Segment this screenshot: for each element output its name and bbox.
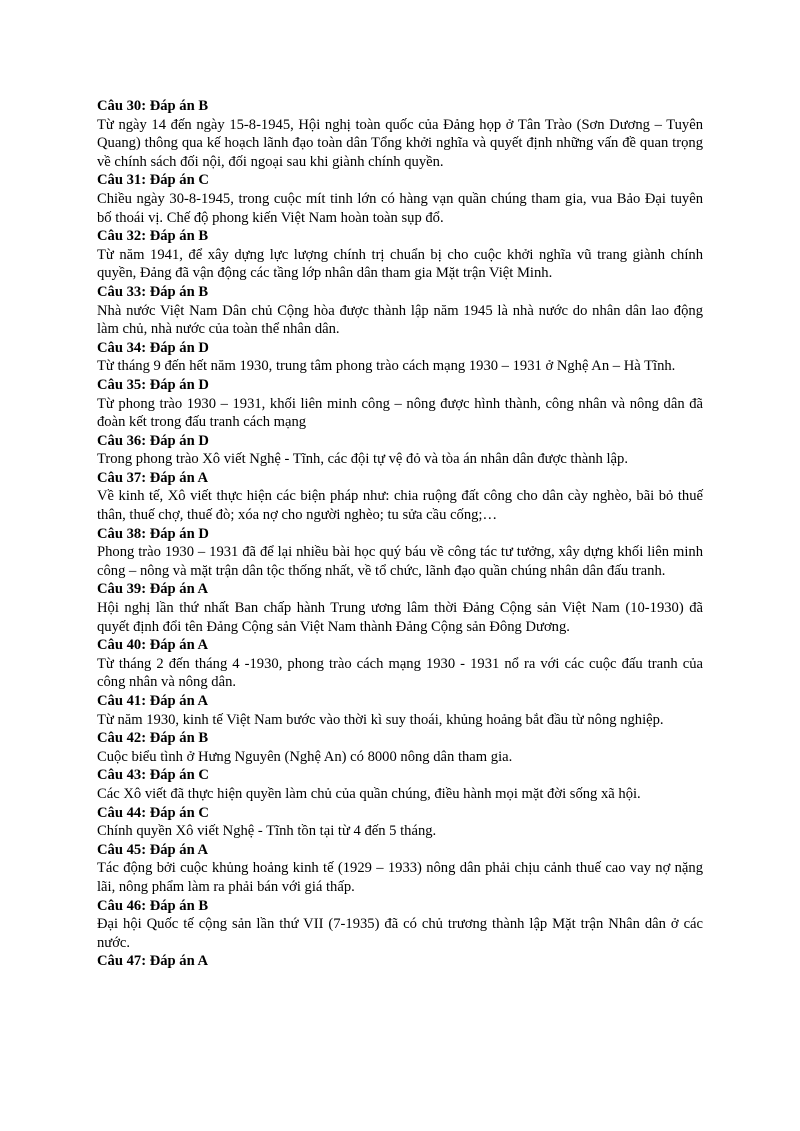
answer-entry-41 <box>97 692 703 729</box>
answer-heading: Câu 44: Đáp án C <box>97 804 209 821</box>
answer-explanation: Đại hội Quốc tế cộng sản lần thứ VII (7-1935) đã có chủ trương thành lập Mặt trận Nhân dân ở các nước. <box>97 916 703 951</box>
answer-explanation: Hội nghị lần thứ nhất Ban chấp hành Trung ương lâm thời Đảng Cộng sản Việt Nam (10-1930) đã quyết định đổi tên Đảng Cộng sản Việt Nam thành Đảng Cộng sản Đông Dương. <box>97 600 703 635</box>
answer-entry-31 <box>97 171 703 227</box>
answer-heading: Câu 40: Đáp án A <box>97 637 209 654</box>
answer-entry-42 <box>97 729 703 766</box>
answer-explanation: Cuộc biểu tình ở Hưng Nguyên (Nghệ An) có 8000 nông dân tham gia. <box>97 748 513 765</box>
answer-explanation: Từ tháng 2 đến tháng 4 -1930, phong trào cách mạng 1930 - 1931 nổ ra với các cuộc đấu tranh của công nhân và nông dân. <box>97 655 703 691</box>
answer-heading: Câu 42: Đáp án B <box>97 730 209 747</box>
answer-entry-39 <box>97 580 703 636</box>
answer-entry-36 <box>97 432 703 469</box>
answer-explanation: Các Xô viết đã thực hiện quyền làm chủ của quần chúng, điều hành mọi mặt đời sống xã hội. <box>97 785 641 802</box>
answer-explanation: Từ ngày 14 đến ngày 15-8-1945, Hội nghị toàn quốc của Đảng họp ở Tân Trào (Sơn Dương – Tuyên Quang) thông qua kế hoạch lãnh đạo toàn dân Tổng khởi nghĩa và quyết định những vấn đề quan trọng về chính sách đối nội, đối ngoại sau khi giành chính quyền. <box>97 116 703 170</box>
answer-explanation: Từ năm 1941, để xây dựng lực lượng chính trị chuẩn bị cho cuộc khởi nghĩa vũ trang giành chính quyền, Đảng đã vận động các tầng lớp nhân dân tham gia Mặt trận Việt Minh. <box>97 246 703 282</box>
answer-heading: Câu 30: Đáp án B <box>97 98 209 114</box>
answer-explanation: Nhà nước Việt Nam Dân chủ Cộng hòa được thành lập năm 1945 là nhà nước do nhân dân lao động làm chủ, nhà nước của toàn thể nhân dân. <box>97 302 703 338</box>
answer-heading: Câu 33: Đáp án B <box>97 283 209 300</box>
answer-explanation: Về kinh tế, Xô viết thực hiện các biện pháp như: chia ruộng đất công cho dân cày nghèo, bãi bỏ thuế thân, thuế chợ, thuế đò; xóa nợ cho người nghèo; tu sửa cầu cống;… <box>97 488 703 524</box>
answer-heading: Câu 45: Đáp án A <box>97 841 209 858</box>
answer-heading: Câu 36: Đáp án D <box>97 432 209 449</box>
answer-explanation: Chiều ngày 30-8-1945, trong cuộc mít tinh lớn có hàng vạn quần chúng tham gia, vua Bảo Đại tuyên bố thoái vị. Chế độ phong kiến Việt Nam hoàn toàn sụp đổ. <box>97 190 703 226</box>
answer-heading: Câu 41: Đáp án A <box>97 693 209 709</box>
answer-explanation: Tác động bởi cuộc khủng hoảng kinh tế (1929 – 1933) nông dân phải chịu cảnh thuế cao vay nợ nặng lãi, nông phẩm làm ra phải bán với giá thấp. <box>97 860 703 895</box>
answer-entry-45 <box>97 841 703 897</box>
answer-heading: Câu 47: Đáp án A <box>97 953 209 970</box>
answer-explanation: Trong phong trào Xô viết Nghệ - Tĩnh, các đội tự vệ đỏ và tòa án nhân dân được thành lập. <box>97 451 628 468</box>
answer-explanation: Từ tháng 9 đến hết năm 1930, trung tâm phong trào cách mạng 1930 – 1931 ở Nghệ An – Hà Tĩnh. <box>97 358 676 375</box>
answer-heading: Câu 46: Đáp án B <box>97 897 209 914</box>
document-page <box>97 97 703 971</box>
answer-entry-47 <box>97 952 703 971</box>
answer-explanation: Phong trào 1930 – 1931 đã để lại nhiều bài học quý báu về công tác tư tưởng, xây dựng khối liên minh công – nông và mặt trận dân tộc thống nhất, về tổ chức, lãnh đạo quần chúng nhân dân đấu tranh. <box>97 544 703 579</box>
answer-entry-32 <box>97 227 703 283</box>
answer-entry-44 <box>97 804 703 841</box>
answer-explanation: Từ phong trào 1930 – 1931, khối liên minh công – nông được hình thành, công nhân và nông dân đã đoàn kết trong đấu tranh cách mạng <box>97 395 703 431</box>
answer-heading: Câu 32: Đáp án B <box>97 228 209 245</box>
answer-entry-33 <box>97 283 703 339</box>
answer-explanation: Chính quyền Xô viết Nghệ - Tĩnh tồn tại từ 4 đến 5 tháng. <box>97 823 437 840</box>
answer-heading: Câu 38: Đáp án D <box>97 525 209 542</box>
answer-entry-37 <box>97 469 703 525</box>
answer-heading: Câu 31: Đáp án C <box>97 172 209 189</box>
answer-heading: Câu 43: Đáp án C <box>97 767 209 784</box>
answer-heading: Câu 35: Đáp án D <box>97 376 209 393</box>
answer-heading: Câu 37: Đáp án A <box>97 469 209 486</box>
answer-entry-43 <box>97 766 703 803</box>
answer-entry-30 <box>97 97 703 171</box>
answer-entry-34 <box>97 339 703 376</box>
answer-heading: Câu 34: Đáp án D <box>97 339 209 356</box>
answer-entry-46 <box>97 897 703 953</box>
answer-heading: Câu 39: Đáp án A <box>97 581 209 598</box>
answer-entry-35 <box>97 376 703 432</box>
answer-explanation: Từ năm 1930, kinh tế Việt Nam bước vào thời kì suy thoái, khủng hoảng bắt đầu từ nông nghiệp. <box>97 711 664 728</box>
answer-entry-40 <box>97 636 703 692</box>
answer-entry-38 <box>97 525 703 581</box>
